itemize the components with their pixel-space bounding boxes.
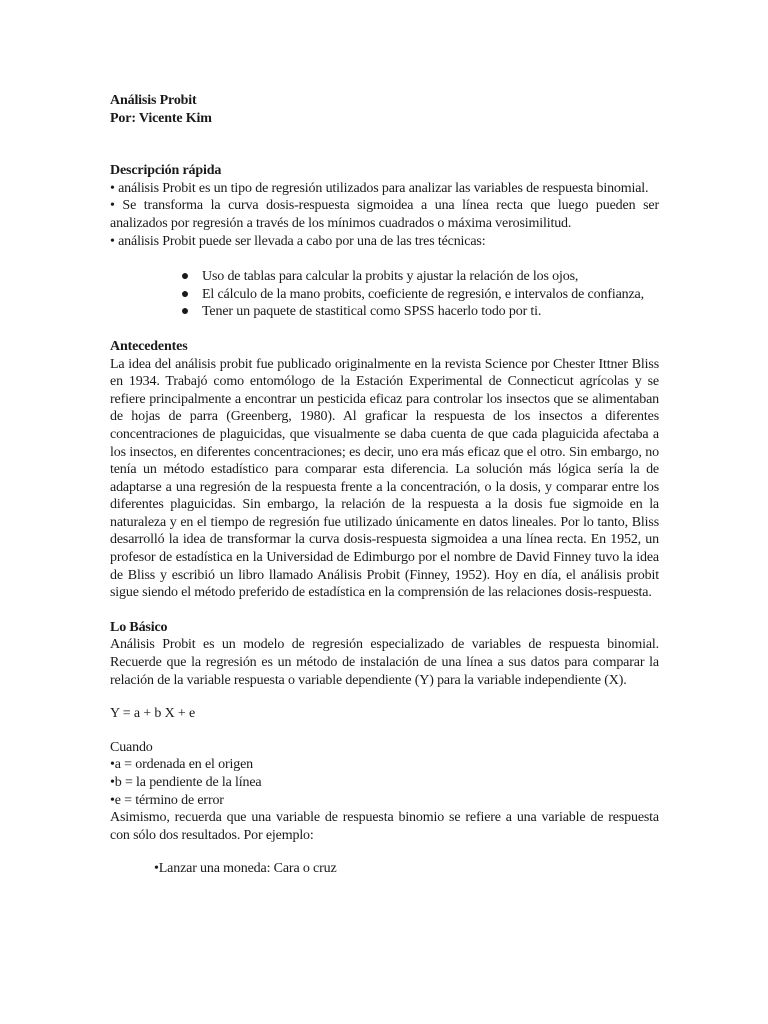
definitions-list: [110, 756, 659, 809]
techniques-list: [110, 268, 659, 321]
quick-paragraph-3: • análisis Probit puede ser llevada a cabo por una de las tres técnicas:: [110, 233, 486, 249]
section-heading-background: Antecedentes: [110, 338, 188, 354]
background-paragraph: La idea del análisis probit fue publicado originalmente en la revista Science por Chester Ittner Bliss en 1934. Trabajó como entomólogo de la Estación Experimental de Connecticut agrícolas y se refiere principalmente a encontrar un pesticida eficaz para controlar los insectos que se alimentaban de hojas de parra (Greenberg, 1980). Al graficar la respuesta de los insectos a diferentes concentraciones de plaguicidas, que visualmente se daba cuenta de que cada plaguicida afectaba a los insectos, en diferentes concentraciones; es decir, uno era más eficaz que el otro. Sin embargo, no tenía un método estadístico para comparar esta diferencia. La solución más lógica sería la de adaptarse a una regresión de la respuesta frente a la concentración, o la dosis, y comparar entre los diferentes plaguicidas. Sin embargo, la relación de la respuesta a la dosis fue sigmoide en la naturaleza y en el tiempo de regresión fue utilizado únicamente en datos lineales. Por lo tanto, Bliss desarrolló la idea de transformar la curva dosis-respuesta sigmoidea a una línea recta. En 1952, un profesor de estadística en la Universidad de Edimburgo por el nombre de David Finney tuvo la idea de Bliss y escribió un libro llamado Análisis Probit (Finney, 1952). Hoy en día, el análisis probit sigue siendo el método preferido de estadística en la comprensión de las relaciones dosis-respuesta.: [110, 356, 659, 601]
section-heading-quick: Descripción rápida: [110, 163, 222, 179]
bullet-icon: ●: [180, 304, 190, 320]
bullet-icon: ●: [180, 286, 190, 302]
definition-item: •e = término de error: [110, 792, 224, 808]
list-item: [110, 268, 659, 286]
list-item: [110, 286, 659, 304]
bullet-icon: ●: [180, 269, 190, 285]
quick-paragraph-1: • análisis Probit es un tipo de regresión utilizados para analizar las variables de respuesta binomial.: [110, 180, 649, 196]
list-item-text: Uso de tablas para calcular la probits y ajustar la relación de los ojos,: [202, 269, 579, 285]
list-item-text: Tener un paquete de stastitical como SPSS hacerlo todo por ti.: [202, 304, 542, 320]
section-heading-basics: Lo Básico: [110, 619, 168, 635]
when-label: Cuando: [110, 739, 153, 755]
example-item: •Lanzar una moneda: Cara o cruz: [154, 861, 337, 877]
document-author: Por: Vicente Kim: [110, 110, 212, 126]
definition-item: •a = ordenada en el origen: [110, 757, 253, 773]
document-title: Análisis Probit: [110, 93, 197, 108]
binomial-paragraph: Asimismo, recuerda que una variable de respuesta binomio se refiere a una variable de respuesta con sólo dos resultados. Por ejemplo:: [110, 810, 659, 843]
quick-paragraph-2: • Se transforma la curva dosis-respuesta sigmoidea a una línea recta que luego pueden ser analizados por regresión a través de los mínimos cuadrados o máxima verosimilitud.: [110, 198, 659, 231]
regression-equation: Y = a + b X + e: [110, 706, 196, 722]
list-item-text: El cálculo de la mano probits, coeficiente de regresión, e intervalos de confianza,: [202, 286, 644, 302]
basics-paragraph: Análisis Probit es un modelo de regresión especializado de variables de respuesta binomial. Recuerde que la regresión es un método de instalación de una línea a sus datos para comparar la relación de la variable respuesta o variable dependiente (Y) para la variable independiente (X).: [110, 637, 659, 688]
definition-item: •b = la pendiente de la línea: [110, 775, 262, 790]
list-item: [110, 303, 659, 321]
document-body: [110, 92, 659, 878]
